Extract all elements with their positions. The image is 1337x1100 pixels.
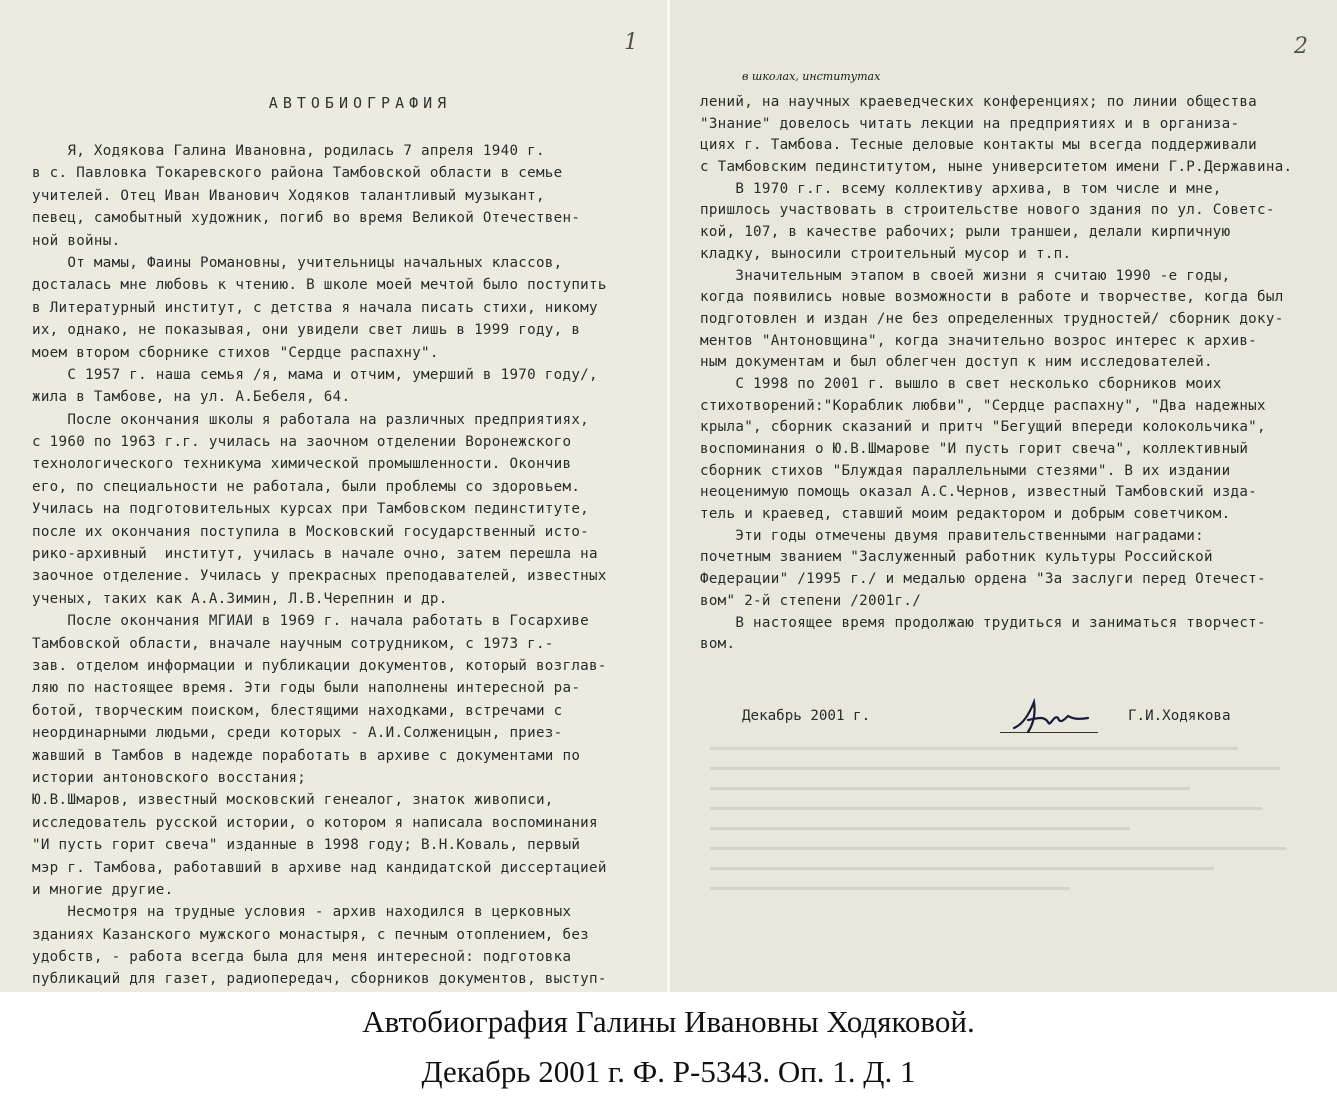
text-line: вом. (700, 636, 736, 653)
text-line: После окончания школы я работала на различных предприятиях, (32, 411, 590, 428)
text-line: истории антоновского восстания; (32, 769, 307, 786)
right-page-text (700, 92, 1292, 656)
text-line: сборник стихов "Блуждая параллельными стезями". В их издании (700, 462, 1231, 479)
text-line: подготовлен и издан /не без определенных трудностей/ сборник доку- (700, 310, 1284, 327)
text-line: Училась на подготовительных курсах при Тамбовском пединституте, (32, 501, 590, 518)
text-line: Я, Ходякова Галина Ивановна, родилась 7 апреля 1940 г. (32, 143, 545, 159)
text-line: в Литературный институт, с детства я начала писать стихи, никому (32, 299, 598, 316)
text-line: его, по специальности не работала, были проблемы со здоровьем. (32, 478, 581, 495)
text-line: удобств, - работа всегда была для меня интересной: подготовка (32, 949, 572, 966)
text-line: рико-архивный институт, училась в начале очно, затем перешла на (32, 546, 598, 563)
page-left (0, 0, 668, 992)
text-line: воспоминания о Ю.В.Шмарове "И пусть горит свеча", коллективный (700, 441, 1249, 457)
text-line: кладку, выносили строительный мусор и т.п. (700, 245, 1072, 262)
text-line: в с. Павловка Токаревского района Тамбовской области в семье (32, 165, 563, 182)
text-line: досталась мне любовь к чтению. В школе моей мечтой было поступить (32, 277, 607, 294)
caption-title: Автобиография Галины Ивановны Ходяковой. (362, 1004, 975, 1039)
page-right (670, 0, 1337, 992)
handwritten-insert: в школах, институтах (742, 70, 881, 83)
text-line: жила в Тамбове, на ул. А.Бебеля, 64. (32, 389, 351, 406)
text-line: Ю.В.Шмаров, известный московский генеалог, знаток живописи, (32, 792, 554, 809)
text-line: их, однако, не показывая, они увидели свет лишь в 1999 году, в (32, 322, 581, 339)
text-line: вом" 2-й степени /2001г./ (700, 592, 922, 609)
document-date: Декабрь 2001 г. (742, 708, 871, 724)
text-line: мэр г. Тамбова, работавший в архиве над кандидатской диссертацией (32, 859, 607, 876)
caption (0, 992, 1337, 1100)
text-line: почетным званием "Заслуженный работник культуры Российской (700, 549, 1213, 566)
text-line: лений, на научных краеведческих конференциях; по линии общества (700, 94, 1258, 110)
page-number: 2 (1294, 34, 1308, 59)
text-line: заочное отделение. Училась у прекрасных преподавателей, известных (32, 568, 607, 585)
text-line: крыла", сборник сказаний и притч "Бегущий впереди колокольчика", (700, 419, 1266, 436)
text-line: После окончания МГИАИ в 1969 г. начала работать в Госархиве (32, 613, 590, 630)
text-line: Несмотря на трудные условия - архив находился в церковных (32, 904, 572, 921)
text-line: В настоящее время продолжаю трудиться и заниматься творчест- (700, 614, 1266, 631)
text-line: неординарными людьми, среди которых - А.И.Солженицын, приез- (32, 725, 563, 742)
text-line: исследователь русской истории, о котором я написала воспоминания (32, 814, 598, 831)
text-line: после их окончания поступила в Московский государственный исто- (32, 523, 590, 540)
text-line: пришлось участвовать в строительстве нового здания по ул. Советс- (700, 202, 1275, 219)
text-line: ной войны. (32, 232, 121, 249)
text-line: тель и краевед, ставший моим редактором и добрым советчиком. (700, 506, 1231, 523)
text-line: ботой, творческим поиском, блестящими находками, встречами с (32, 702, 563, 719)
signature-name: Г.И.Ходякова (1128, 708, 1231, 724)
text-line: "Знание" довелось читать лекции на предприятиях и в организа- (700, 115, 1240, 132)
document-title: АВТОБИОГРАФИЯ (268, 94, 452, 112)
text-line: моем втором сборнике стихов "Сердце распахну". (32, 344, 439, 361)
text-line: зав. отделом информации и публикации документов, который возглав- (32, 657, 607, 674)
page-number: 1 (624, 30, 638, 55)
text-line: циях г. Тамбова. Тесные деловые контакты мы всегда поддерживали (700, 137, 1258, 154)
signature-row (742, 708, 1302, 738)
text-line: Тамбовской области, вначале научным сотрудником, с 1973 г.- (32, 635, 554, 652)
text-line: и многие другие. (32, 881, 174, 898)
text-line: неоценимую помощь оказал А.С.Чернов, известный Тамбовский изда- (700, 484, 1258, 501)
text-line: кой, 107, в качестве рабочих; рыли траншеи, делали кирпичную (700, 224, 1231, 241)
text-line: ученых, таких как А.А.Зимин, Л.В.Черепнин и др. (32, 590, 448, 607)
caption-archive-reference: Декабрь 2001 г. Ф. Р-5343. Оп. 1. Д. 1 (421, 1054, 916, 1089)
text-line: когда появились новые возможности в работе и творчестве, когда был (700, 289, 1284, 306)
text-line: жавший в Тамбов в надежде поработать в архиве с документами по (32, 747, 581, 764)
text-line: С 1957 г. наша семья /я, мама и отчим, умерший в 1970 году/, (32, 366, 598, 383)
text-line: с 1960 по 1963 г.г. училась на заочном отделении Воронежского (32, 434, 572, 451)
text-line: певец, самобытный художник, погиб во время Великой Отечествен- (32, 210, 581, 227)
text-line: Эти годы отмечены двумя правительственными наградами: (700, 527, 1204, 544)
handwritten-signature (1010, 694, 1094, 738)
text-line: ным документам и был облегчен доступ к ним исследователей. (700, 354, 1213, 371)
text-line: Федерации" /1995 г./ и медалью ордена "За заслуги перед Отечест- (700, 571, 1266, 588)
text-line: ментов "Антоновщина", когда значительно возрос интерес к архив- (700, 332, 1258, 349)
text-line: публикаций для газет, радиопередач, сборников документов, выступ- (32, 971, 607, 988)
text-line: "И пусть горит свеча" изданные в 1998 году; В.Н.Коваль, первый (32, 837, 581, 854)
text-line: стихотворений:"Кораблик любви", "Сердце распахну", "Два надежных (700, 397, 1266, 414)
text-line: В 1970 г.г. всему коллективу архива, в том числе и мне, (700, 180, 1222, 197)
text-line: зданиях Казанского мужского монастыря, с печным отоплением, без (32, 926, 590, 943)
text-line: Значительным этапом в своей жизни я считаю 1990 -е годы, (700, 267, 1231, 284)
text-line: ляю по настоящее время. Эти годы были наполнены интересной ра- (32, 680, 581, 697)
bleed-through-text (710, 730, 1310, 930)
text-line: От мамы, Фаины Романовны, учительницы начальных классов, (32, 254, 563, 271)
left-page-text (32, 140, 607, 991)
text-line: с Тамбовским пединститутом, ныне университетом имени Г.Р.Державина. (700, 159, 1293, 176)
text-line: учителей. Отец Иван Иванович Ходяков талантливый музыкант, (32, 187, 545, 204)
text-line: С 1998 по 2001 г. вышло в свет несколько сборников моих (700, 375, 1222, 392)
text-line: технологического техникума химической промышленности. Окончив (32, 456, 572, 473)
